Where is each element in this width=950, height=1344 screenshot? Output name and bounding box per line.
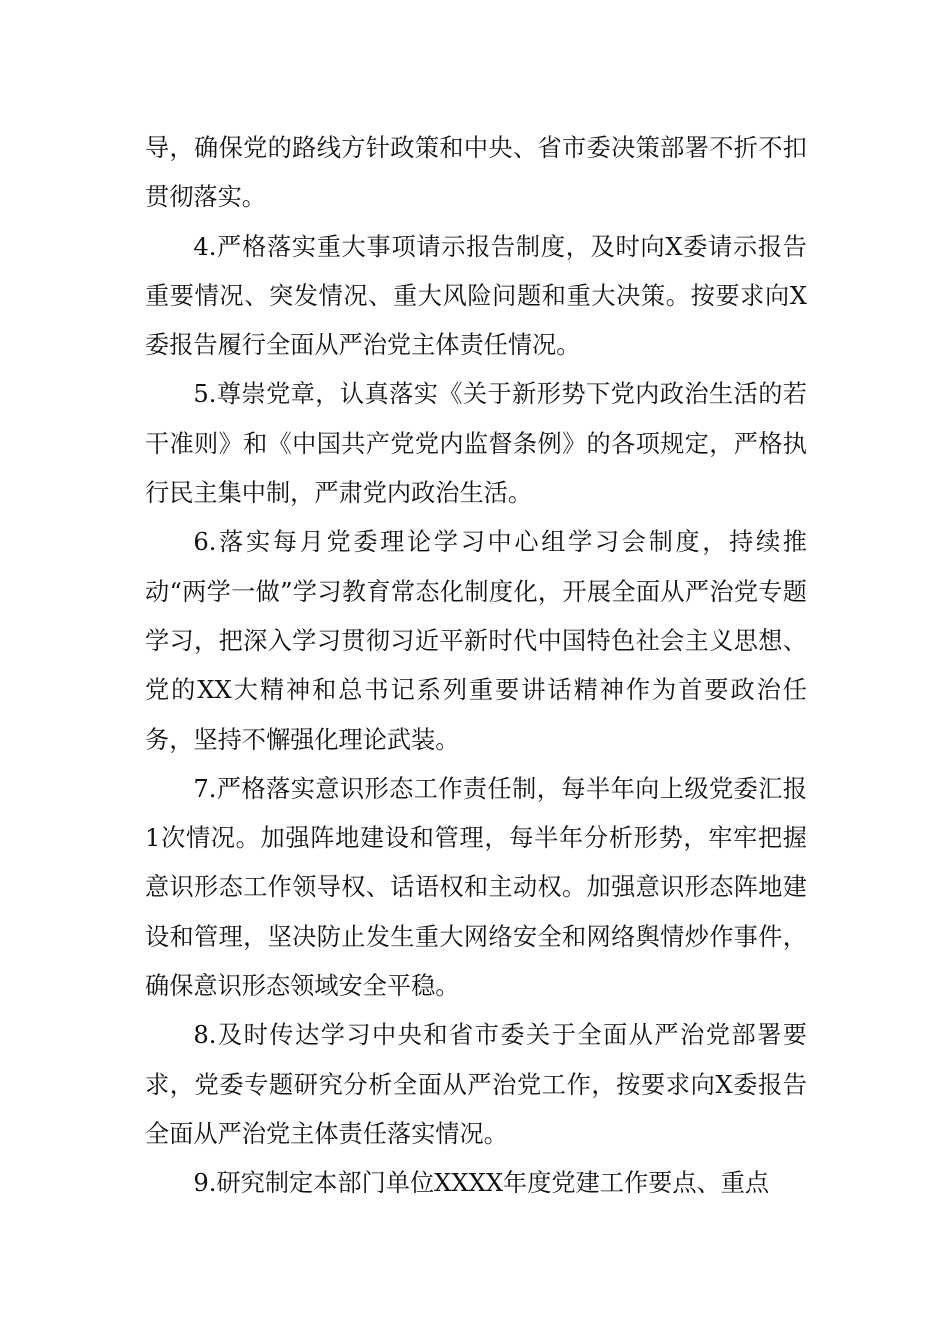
paragraph-item-9: 9.研究制定本部门单位XXXX年度党建工作要点、重点 <box>193 1169 770 1198</box>
paragraph-continued: 导，确保党的路线方针政策和中央、省市委决策部署不折不扣贯彻落实。 <box>145 134 807 212</box>
paragraph-item-8: 8.及时传达学习中央和省市委关于全面从严治党部署要求，党委专题研究分析全面从严治党工作，按要求向X委报告全面从严治党主体责任落实情况。 <box>145 1021 807 1148</box>
paragraph-item-6: 6.落实每月党委理论学习中心组学习会制度，持续推动“两学一做”学习教育常态化制度化，开展全面从严治党专题学习，把深入学习贯彻习近平新时代中国特色社会主义思想、党的XX大精神和总书记系列重要讲话精神作为首要政治任务，坚持不懈强化理论武装。 <box>145 528 807 754</box>
document-page <box>145 124 807 1209</box>
paragraph-item-7: 7.严格落实意识形态工作责任制，每半年向上级党委汇报1次情况。加强阵地建设和管理，每半年分析形势，牢牢把握意识形态工作领导权、话语权和主动权。加强意识形态阵地建设和管理，坚决防止发生重大网络安全和网络舆情炒作事件，确保意识形态领域安全平稳。 <box>145 774 807 1001</box>
paragraph-item-5: 5.尊崇党章，认真落实《关于新形势下党内政治生活的若干准则》和《中国共产党党内监督条例》的各项规定，严格执行民主集中制，严肃党内政治生活。 <box>145 380 807 508</box>
paragraph-item-4: 4.严格落实重大事项请示报告制度，及时向X委请示报告重要情况、突发情况、重大风险问题和重大决策。按要求向X委报告履行全面从严治党主体责任情况。 <box>145 232 807 360</box>
